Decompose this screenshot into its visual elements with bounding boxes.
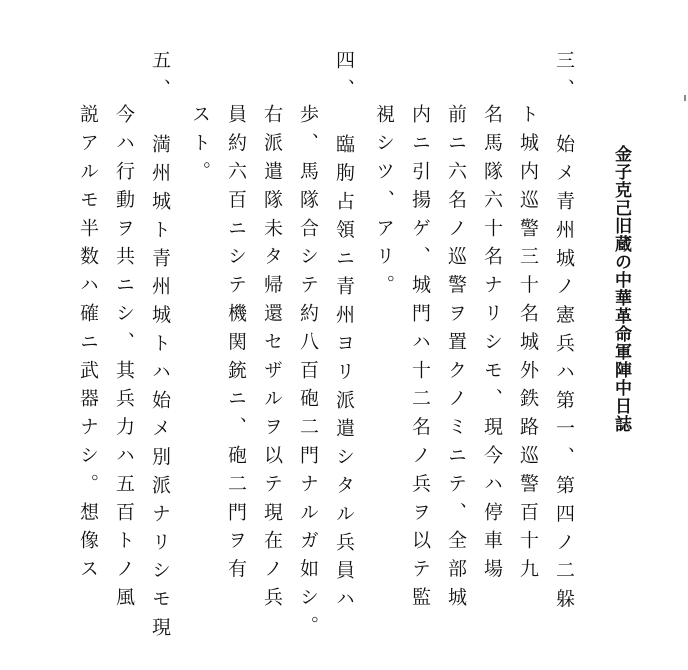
text-column: 説アルモ半数ハ確ニ武器ナシ。想像ス: [77, 104, 99, 587]
text-column: 名馬隊六十名ナリシモ、現今ハ停車場: [481, 104, 503, 587]
text-column: 今ハ行動ヲ共ニシ、其兵力ハ五百トノ風: [113, 104, 135, 616]
section-number-3: 三、: [553, 50, 575, 107]
text-column: 前ニ六名ノ巡警ヲ置クノミニテ、全部城: [445, 104, 467, 616]
page-edge-mark: [684, 95, 686, 101]
text-column: 視シツ、アリ。: [373, 104, 395, 303]
text-column: 歩、馬隊合シテ約八百砲二門ナルガ如シ。: [297, 104, 319, 644]
text-column: 内ニ引揚ゲ、城門ハ十二名ノ兵ヲ以テ監: [409, 104, 431, 616]
text-column: 右派遣隊未タ帰還セザルヲ以テ現在ノ兵: [261, 104, 283, 616]
text-column: ト城内巡警三十名城外鉄路巡警百十九: [517, 104, 539, 587]
section-number-4: 四、: [333, 50, 355, 107]
running-title: 金子克己旧蔵の中華革命軍陣中日誌: [611, 145, 631, 433]
section-number-5: 五、: [149, 50, 171, 107]
text-column: 始メ青州城ノ憲兵ハ第一、第四ノ二躲: [553, 134, 575, 617]
text-column: 員約六百ニシテ機関銃ニ、砲二門ヲ有: [225, 104, 247, 587]
text-column: 臨朐占領ニ青州ヨリ派遣シタル兵員ハ: [333, 134, 355, 617]
text-column: スト。: [189, 104, 211, 190]
text-column: 満州城ト青州城トハ始メ別派ナリシモ現: [149, 134, 171, 646]
